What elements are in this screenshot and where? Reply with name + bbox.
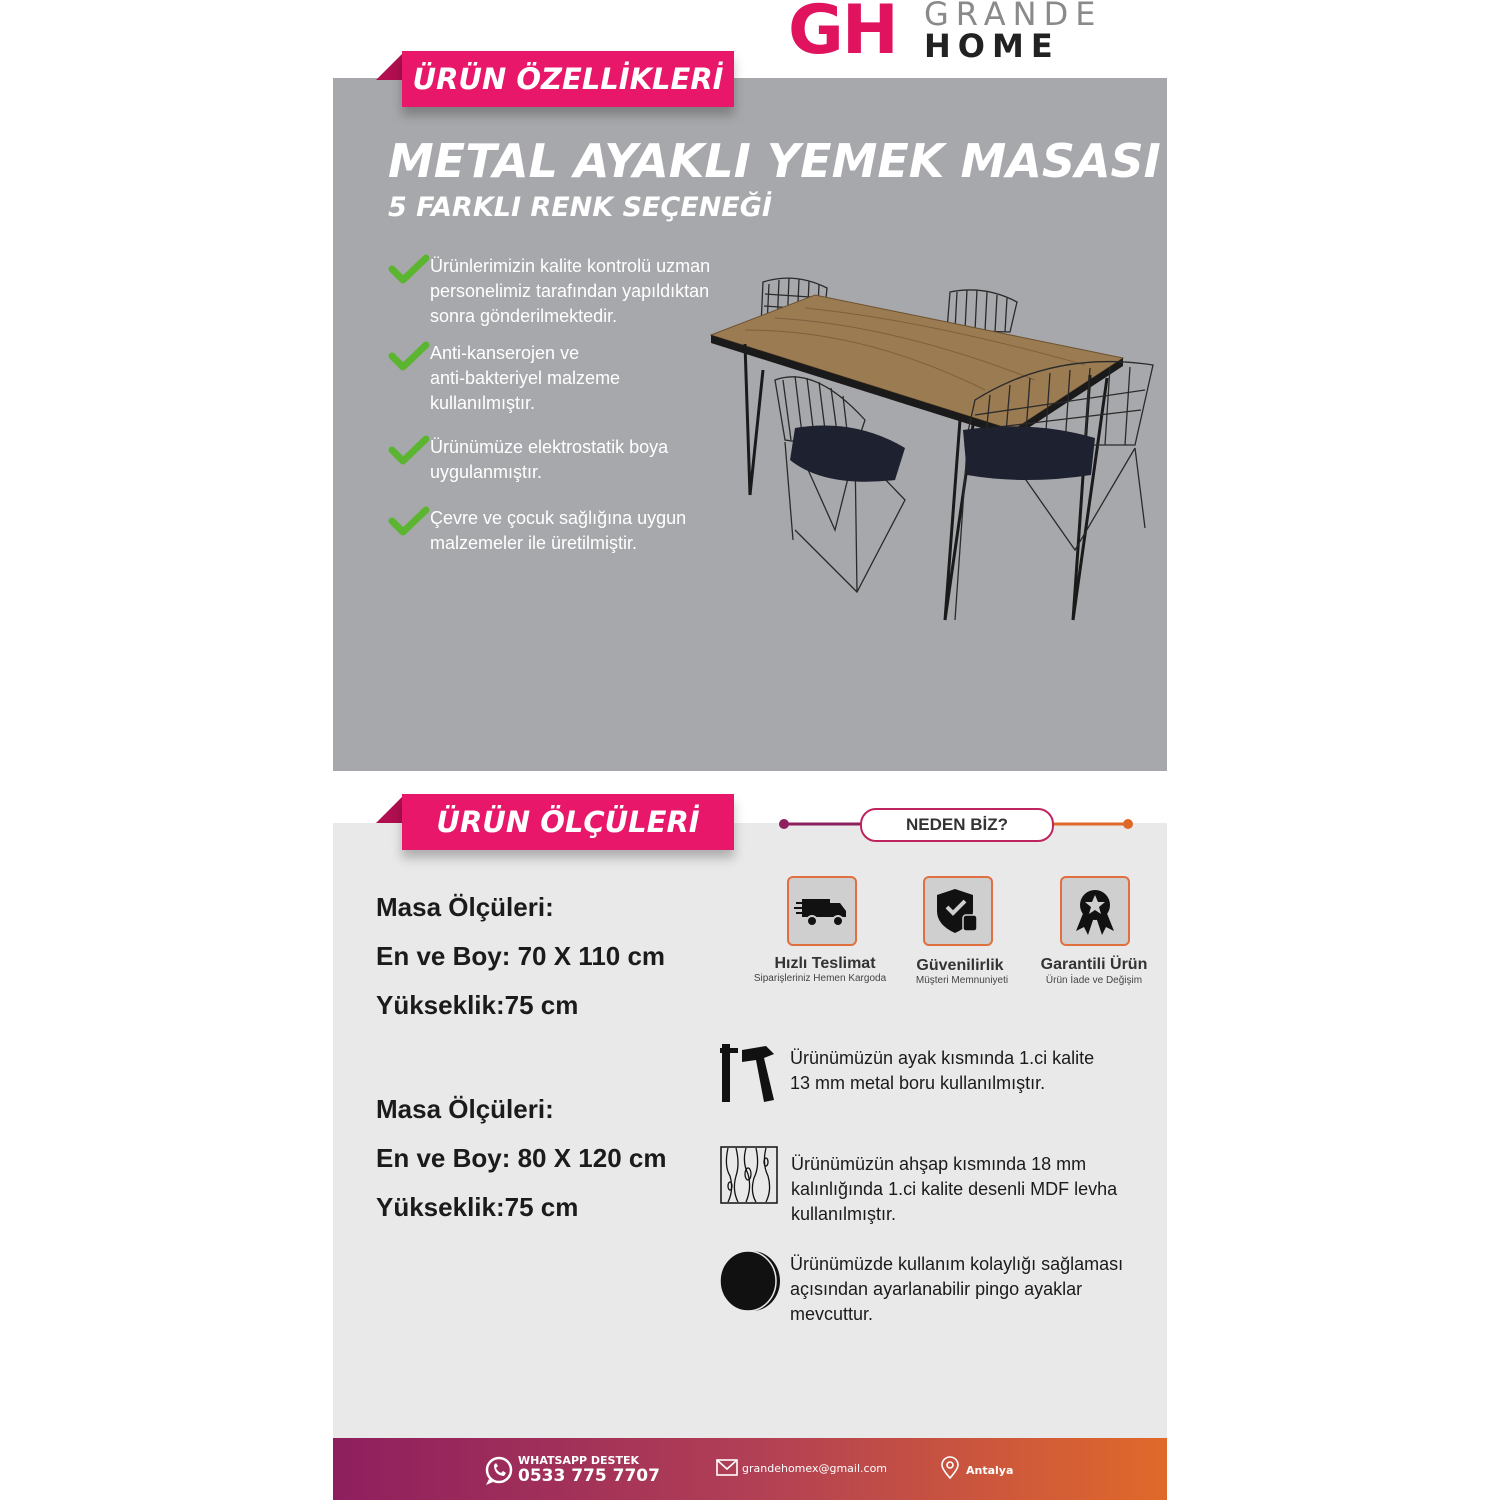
pingo-foot-icon [718, 1247, 782, 1313]
dimension-height: Yükseklik:75 cm [376, 990, 579, 1020]
badge-title: Hızlı Teslimat [774, 955, 876, 972]
badge-subtitle: Siparişleriniz Hemen Kargoda [753, 973, 887, 984]
email-icon [716, 1459, 738, 1476]
feature-item [388, 435, 748, 485]
badge-box [923, 876, 993, 946]
feature-item [388, 254, 748, 329]
check-icon [388, 506, 430, 536]
badge-title: Güvenilirlik [916, 957, 1004, 974]
check-icon [388, 435, 430, 465]
award-icon [1070, 885, 1120, 937]
feature-text: Çevre ve çocuk sağlığına uygun malzemeler ile üretilmiştir. [430, 508, 687, 553]
features-ribbon: ÜRÜN ÖZELLİKLERİ [402, 51, 734, 107]
badge-subtitle: Ürün İade ve Değişim [1045, 975, 1143, 986]
spec-text: Ürünümüzün ahşap kısmında 18 mm kalınlığında 1.ci kalite desenli MDF levha kullanılmıştır. [791, 1154, 1118, 1224]
phone-link[interactable]: 0533 775 7707 [518, 1466, 660, 1486]
dimensions-ribbon: ÜRÜN ÖLÇÜLERİ [402, 794, 734, 850]
product-subtitle: 5 FARKLI RENK SEÇENEĞİ [388, 192, 772, 223]
feature-item [388, 341, 748, 416]
badge-title: Garantili Ürün [1040, 956, 1148, 973]
feature-item [388, 506, 748, 556]
product-title: METAL AYAKLI YEMEK MASASI [388, 134, 1161, 188]
whatsapp-label: WHATSAPP DESTEK [518, 1454, 639, 1467]
truck-icon [794, 891, 850, 931]
badge-subtitle: Müşteri Memnuniyeti [915, 975, 1009, 986]
dimension-heading: Masa Ölçüleri: [376, 892, 554, 922]
brand-name-line1: GRANDE [924, 0, 1103, 33]
why-us-title: NEDEN BİZ? [860, 808, 1054, 842]
brand-logo-mark: GH [788, 0, 897, 70]
email-link[interactable]: grandehomex@gmail.com [742, 1462, 888, 1475]
feature-text: Ürünümüze elektrostatik boya uygulanmıştır. [430, 437, 669, 482]
product-table-image [705, 270, 1165, 635]
dimension-size: En ve Boy: 70 X 110 cm [376, 941, 666, 971]
feature-text: Ürünlerimizin kalite kontrolü uzman personelimiz tarafından yapıldıktan sonra gönderilmektedir. [430, 256, 711, 326]
location-pin-icon [940, 1456, 960, 1480]
check-icon [388, 341, 430, 371]
dimension-size: En ve Boy: 80 X 120 cm [376, 1143, 667, 1173]
whatsapp-icon [483, 1455, 515, 1487]
dimension-height: Yükseklik:75 cm [376, 1192, 579, 1222]
spec-text: Ürünümüzde kullanım kolaylığı sağlaması açısından ayarlanabilir pingo ayaklar mevcuttur. [790, 1254, 1124, 1324]
badge-box [787, 876, 857, 946]
wood-grain-icon [720, 1146, 778, 1204]
metal-pipe-icon [720, 1042, 776, 1104]
shield-icon [933, 885, 983, 937]
location-text: Antalya [966, 1464, 1014, 1477]
spec-text: Ürünümüzün ayak kısmında 1.ci kalite 13 mm metal boru kullanılmıştır. [790, 1048, 1095, 1093]
dimension-heading: Masa Ölçüleri: [376, 1094, 554, 1124]
badge-box [1060, 876, 1130, 946]
ribbon-fold [376, 797, 402, 823]
brand-name-line2: HOME [924, 27, 1060, 65]
check-icon [388, 254, 430, 284]
feature-text: Anti-kanserojen ve anti-bakteriyel malzeme kullanılmıştır. [430, 343, 621, 413]
ribbon-fold [376, 54, 402, 80]
